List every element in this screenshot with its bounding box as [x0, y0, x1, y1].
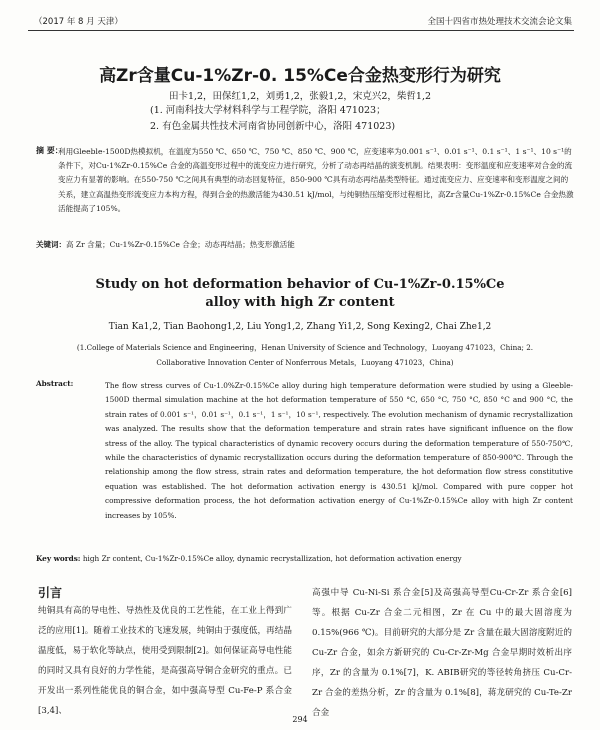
header-right: 全国十四省市热处理技术交流会论文集 — [427, 17, 572, 27]
authors-cn: 田卡1,2，田保红1,2，刘勇1,2，张毅1,2，宋克兴2，柴哲1,2 — [168, 91, 432, 102]
body-right-column: 高强中导 Cu-Ni-Si 系合金[5]及高强高导型Cu-Cr-Zr 系合金[6]等。根据 Cu-Zr 合金二元相图，Zr 在 Cu 中的最大固溶度为 0.15%(966 ℃)。目前研究的大部分是 Zr 含量在最大固溶度附近的Cu-Zr 合金，如余方新研究的 Cu-Cr-Zr-Mg 合金早期时效析出序序，Zr 的含量为 0.1%[7]，K. ABIB研究的等径转角挤压 Cu-Cr-Zr 合金的差热分析，Zr 的含量为 0.1%[8]，蒋龙研究的 Cu-Te-Zr 合金 — [312, 588, 572, 718]
section-title: 引言 — [38, 586, 63, 600]
keywords-en-text: high Zr content, Cu-1%Zr-0.15%Ce alloy, dynamic recrystallization, hot deformation activation energy — [82, 554, 462, 563]
keywords-en — [36, 554, 462, 563]
abstract-cn: 利用Gleeble-1500D热模拟机，在温度为550 ℃、650 ℃、750 ℃、850 ℃、900 ℃，应变速率为0.001 s⁻¹、0.01 s⁻¹、0.1 s⁻¹、1 s⁻¹、10 s⁻¹的条件下，对Cu-1%Zr-0.15%Ce 合金的高温变形过程中的流变应力进行研究，分析了动态再结晶的演变机制。结果表明：变形温度和应变速率对合金的流变应力有显著的影响。在550-750 ℃之间具有典型的动态回复特征，850-900 ℃具有动态再结晶类型特征。通过流变应力、应变速率和变形温度之间的关系，建立高温热变形流变应力本构方程，得到合金的热激活能为430.51 kJ/mol，与纯铜热压缩变形过程相比，高Zr含量Cu-1%Zr-0.15%Ce 合金热激活能提高了105%。 — [58, 147, 574, 213]
affiliation-cn-2: 2. 有色金属共性技术河南省协同创新中心，洛阳 471023) — [150, 121, 396, 132]
affiliation-en-2: Collaborative Innovation Center of Nonferrous Metals，Luoyang 471023，China) — [156, 358, 454, 367]
body-left-column: 纯铜具有高的导电性、导热性及优良的工艺性能，在工业上得到广泛的应用[1]。随着工业技术的飞速发展，纯铜由于强度低，再结晶温度低，易于软化等缺点，使用受到限制[2]。如何保证高导电性能的同时又具有良好的力学性能，是高强高导铜合金研究的重点。已开发出一系列性能优良的铜合金，如中强高导型 Cu-Fe-P 系合金[3,4]、 — [38, 606, 292, 716]
header-left: （2017 年 8 月 天津） — [34, 17, 123, 27]
keywords-cn-text: 高 Zr 含量；Cu-1%Zr-0.15%Ce 合金；动态再结晶；热变形激活能 — [66, 240, 295, 249]
keywords-cn — [36, 239, 295, 250]
affiliations-en — [40, 340, 570, 370]
authors-en: Tian Ka1,2, Tian Baohong1,2, Liu Yong1,2, Zhang Yi1,2, Song Kexing2, Chai Zhe1,2 — [108, 322, 492, 332]
keywords-en-label: Key words: — [36, 554, 81, 563]
title-en-line-2: alloy with high Zr content — [205, 295, 395, 310]
affiliation-en-1: (1.College of Materials Science and Engineering，Henan University of Science and Technology，Luoyang 471023，China; 2. — [76, 343, 534, 352]
affiliations-cn — [150, 103, 480, 135]
page-header — [28, 14, 574, 31]
title-en — [90, 276, 510, 312]
title-cn: 高Zr含量Cu-1%Zr-0. 15%Ce合金热变形行为研究 — [99, 66, 501, 86]
abstract-cn-label: 摘 要： — [36, 146, 63, 155]
keywords-cn-label: 关键词： — [36, 240, 66, 249]
abstract-en-label: Abstract: — [36, 379, 74, 388]
page-number: 294 — [292, 715, 308, 724]
title-en-line-1: Study on hot deformation behavior of Cu-1%Zr-0.15%Ce — [95, 277, 505, 292]
abstract-en: The flow stress curves of Cu-1.0%Zr-0.15%Ce alloy during high temperature deformation were studied by using a Gleeble-1500D thermal simulation machine at the hot deformation temperature of 550 °C, 650 °C, 750 °C, 850 °C and 900 °C, the strain rates of 0.001 s⁻¹，0.01 s⁻¹，0.1 s⁻¹，1 s⁻¹，10 s⁻¹, respectively. The evolution mechanism of dynamic recrystallization was analyzed. The results show that the deformation temperature and strain rates have significant influence on the flow stress of the alloy. The typical characteristics of dynamic recovery occurs during the deformation temperature of 550-750℃, while the characteristics of dynamic recrystallization occurs during the deformation temperature of 850-900℃. Through the relationship among the flow stress, strain rates and deformation temperature, the hot deformation flow stress constitutive equation was established. The hot deformation activation energy is 430.51 kJ/mol. Compared with pure copper hot compressive deformation process, the hot deformation activation energy of Cu-1%Zr-0.15%Ce alloy with high Zr content increases by 105%. — [105, 381, 573, 520]
affiliation-cn-1: (1. 河南科技大学材料科学与工程学院，洛阳 471023； — [150, 105, 386, 116]
